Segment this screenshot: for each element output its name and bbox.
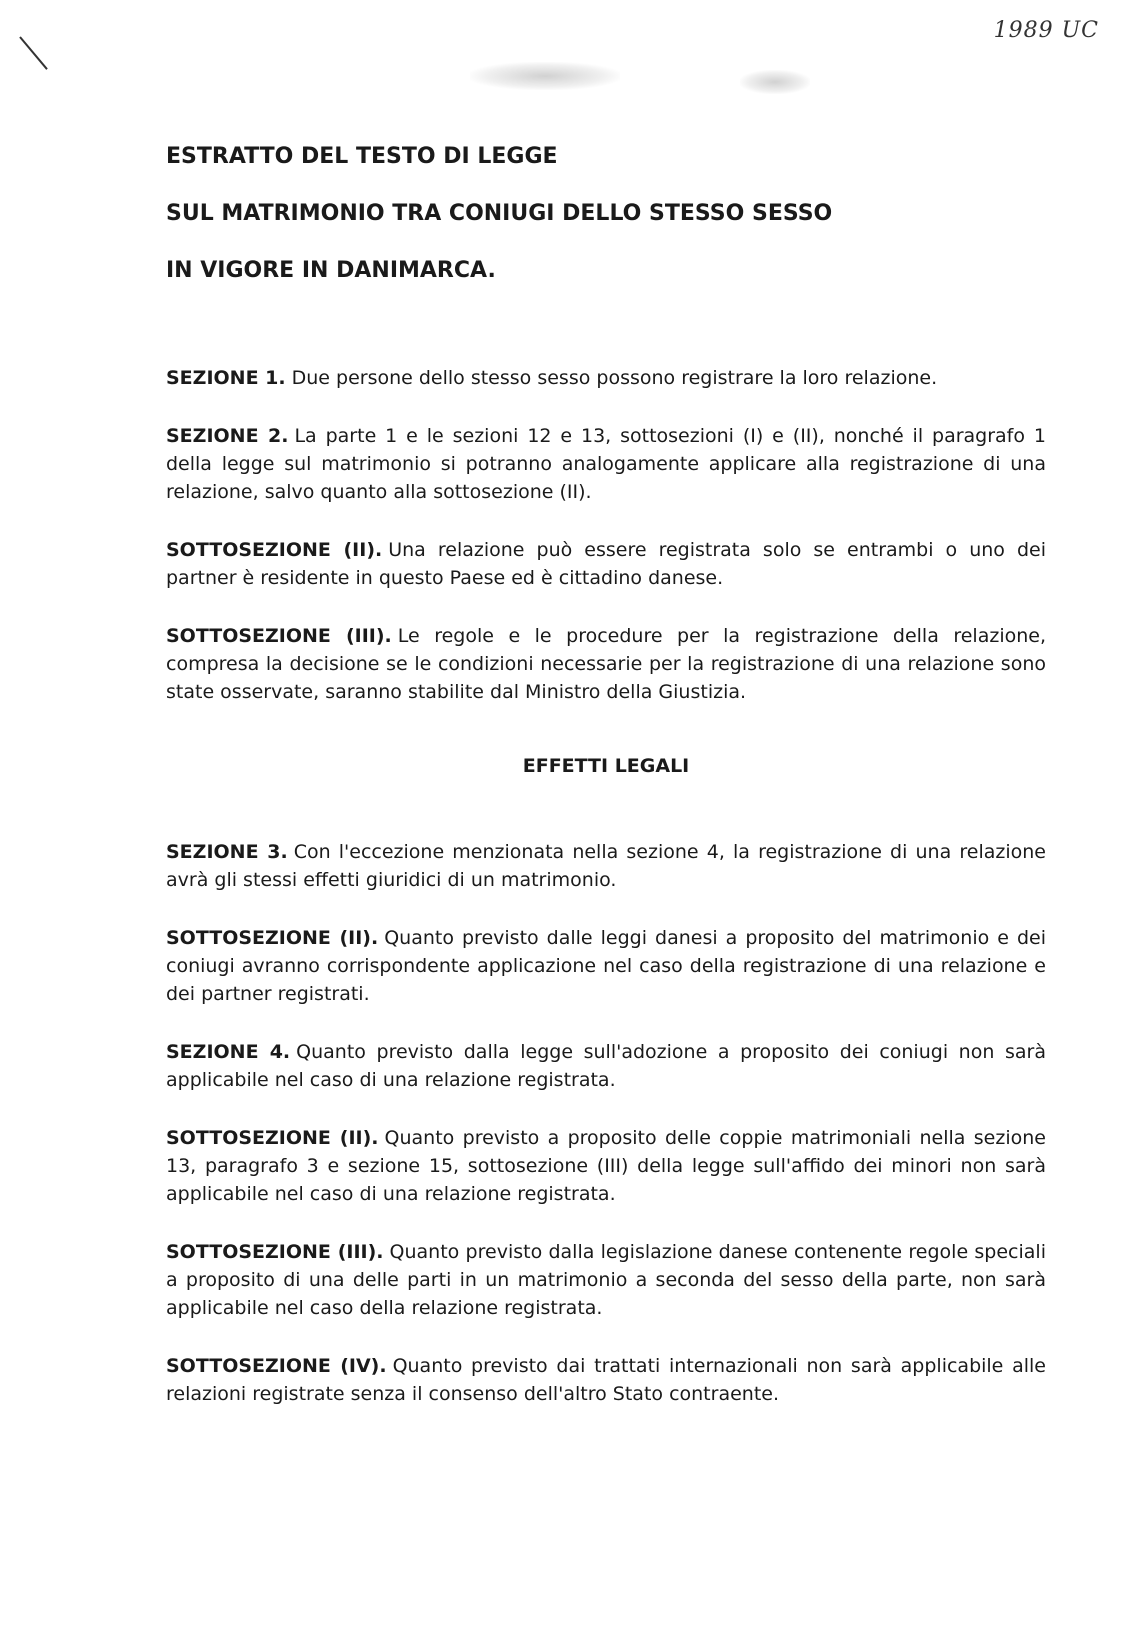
section-label: SEZIONE 1. xyxy=(166,367,286,389)
section-text: Quanto previsto dalla legislazione danese contenente regole speciali a proposito di una delle parti in un matrimonio a seconda del sesso della parte, non sarà applicabile nel caso della relazione registrata. xyxy=(166,1241,1046,1319)
document-body xyxy=(166,364,1046,1438)
section-label: SOTTOSEZIONE (IV). xyxy=(166,1355,387,1377)
section-label: SEZIONE 2. xyxy=(166,425,289,447)
section-text: Con l'eccezione menzionata nella sezione 4, la registrazione di una relazione avrà gli stessi effetti giuridici di un matrimonio. xyxy=(166,841,1046,891)
section-label: SOTTOSEZIONE (II). xyxy=(166,1127,379,1149)
scan-stroke-mark xyxy=(19,36,48,69)
section-text: Quanto previsto dalla legge sull'adozione a proposito dei coniugi non sarà applicabile nel caso di una relazione registrata. xyxy=(166,1041,1046,1091)
section-label: SOTTOSEZIONE (III). xyxy=(166,625,392,647)
section-paragraph xyxy=(166,924,1046,1008)
section-text: Quanto previsto dalle leggi danesi a proposito del matrimonio e dei coniugi avranno corrispondente applicazione nel caso della registrazione di una relazione e dei partner registrati. xyxy=(166,927,1046,1005)
section-label: SEZIONE 4. xyxy=(166,1041,291,1063)
section-heading: EFFETTI LEGALI xyxy=(522,755,690,777)
section-text: Quanto previsto dai trattati internazionali non sarà applicabile alle relazioni registrate senza il consenso dell'altro Stato contraente. xyxy=(166,1355,1046,1405)
title-line: IN VIGORE IN DANIMARCA. xyxy=(166,258,496,283)
scan-smudge xyxy=(470,62,620,90)
section-paragraph xyxy=(166,364,1046,392)
document-title xyxy=(166,140,1046,311)
section-label: SOTTOSEZIONE (II). xyxy=(166,927,379,949)
section-paragraph xyxy=(166,1352,1046,1408)
handwritten-annotation: 1989 UC xyxy=(993,18,1099,43)
section-text: Due persone dello stesso sesso possono registrare la loro relazione. xyxy=(291,367,938,389)
section-text: Una relazione può essere registrata solo se entrambi o uno dei partner è residente in questo Paese ed è cittadino danese. xyxy=(166,539,1046,589)
title-line: ESTRATTO DEL TESTO DI LEGGE xyxy=(166,144,558,169)
section-text: Le regole e le procedure per la registrazione della relazione, compresa la decisione se le condizioni necessarie per la registrazione di una relazione sono state osservate, saranno stabilite dal Ministro della Giustizia. xyxy=(166,625,1046,703)
section-paragraph xyxy=(166,1038,1046,1094)
title-line: SUL MATRIMONIO TRA CONIUGI DELLO STESSO SESSO xyxy=(166,201,833,226)
section-paragraph xyxy=(166,838,1046,894)
section-paragraph xyxy=(166,536,1046,592)
section-text: Quanto previsto a proposito delle coppie matrimoniali nella sezione 13, paragrafo 3 e sezione 15, sottosezione (III) della legge sull'affido dei minori non sarà applicabile nel caso di una relazione registrata. xyxy=(166,1127,1046,1205)
section-label: SOTTOSEZIONE (III). xyxy=(166,1241,384,1263)
section-label: SEZIONE 3. xyxy=(166,841,288,863)
section-label: SOTTOSEZIONE (II). xyxy=(166,539,383,561)
section-paragraph xyxy=(166,622,1046,706)
section-paragraph xyxy=(166,422,1046,506)
section-paragraph xyxy=(166,1238,1046,1322)
scan-smudge xyxy=(740,70,810,94)
section-paragraph xyxy=(166,1124,1046,1208)
section-text: La parte 1 e le sezioni 12 e 13, sottosezioni (I) e (II), nonché il paragrafo 1 della legge sul matrimonio si potranno analogamente applicare alla registrazione di una relazione, salvo quanto alla sottosezione (II). xyxy=(166,425,1046,503)
